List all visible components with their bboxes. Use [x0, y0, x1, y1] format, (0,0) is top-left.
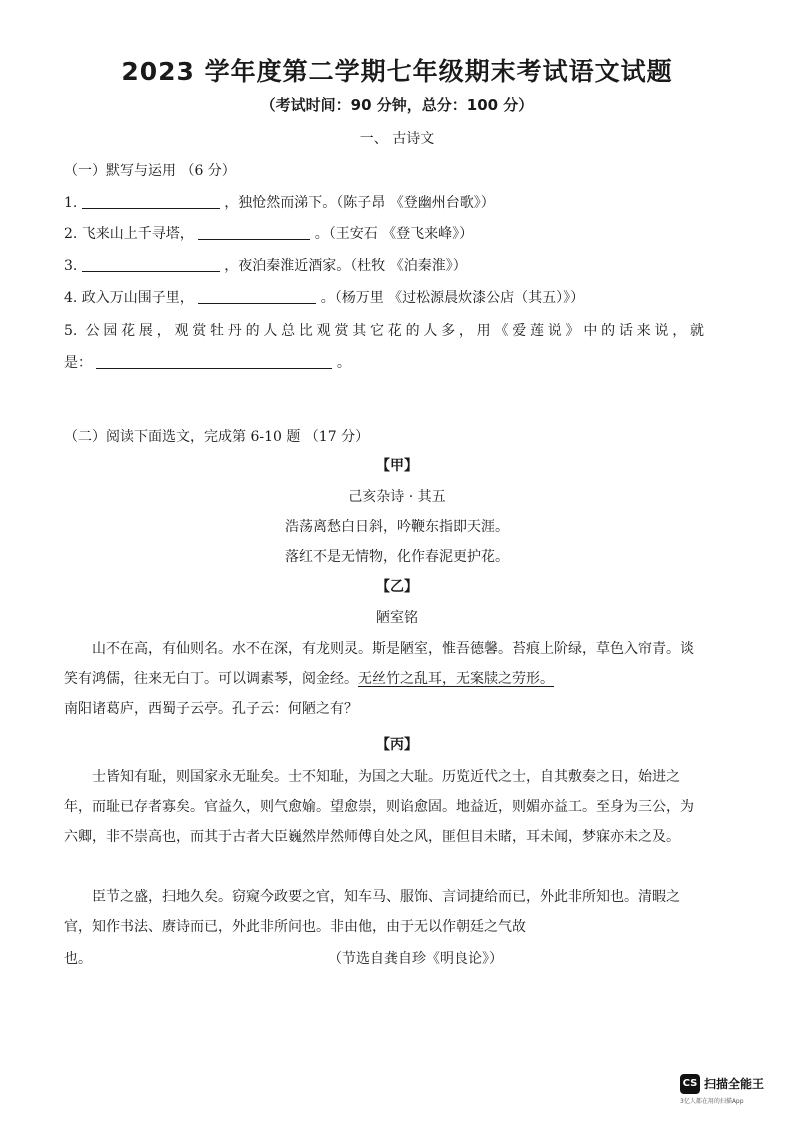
- bing-paragraph-2: 臣节之盛，扫地久矣。窃窥今政要之官，知车马、服饰、言词捷给而已，外此非所知也。清暇之官，知作书法、赓诗而已，外此非所问也。非由他，由于无以作朝廷之气故: [64, 889, 680, 935]
- question-5-line1: 5. 公园花展，观赏牡丹的人总比观赏其它花的人多，用《爱莲说》中的话来说，就: [64, 323, 704, 339]
- q1-text: ，独怆然而涕下。（陈子昂 《登幽州台歌》）: [224, 195, 495, 211]
- scanner-tagline: 3亿人都在用的扫描App: [680, 1098, 744, 1105]
- q2-text-after: 。（王安石 《登飞来峰》）: [314, 226, 474, 242]
- q1-number: 1.: [64, 195, 78, 211]
- q2-text-before: 2. 飞来山上千寻塔，: [64, 226, 194, 242]
- bing-paragraph-1: 士皆知有耻，则国家永无耻矣。士不知耻，为国之大耻。历览近代之士，自其敷奏之日，始进之年，而耻已存者寡矣。官益久，则气愈媮。望愈崇，则谄愈固。地益近，则媚亦益工。至身为三公，为六卿，非不崇高也，而其于古者大臣巍然岸然师傅自处之风，匪但目未睹，耳未闻，梦寐亦未之及。: [64, 769, 694, 845]
- part1-heading: （一）默写与运用 （6 分）: [64, 163, 236, 179]
- part2-heading: （二）阅读下面选文，完成第 6-10 题 （17 分）: [64, 429, 370, 445]
- q4-text-after: 。（杨万里 《过松源晨炊漆公店（其五）》）: [320, 290, 585, 306]
- scanner-logo-icon: CS: [680, 1074, 700, 1094]
- q2-blank[interactable]: [198, 225, 310, 240]
- yi-text-b: 南阳诸葛庐，西蜀子云亭。孔子云：何陋之有？: [64, 701, 358, 717]
- jia-line1: 浩荡离愁白日斜，吟鞭东指即天涯。: [285, 519, 509, 535]
- q5-blank[interactable]: [96, 354, 332, 369]
- jia-label: 【甲】: [376, 458, 418, 474]
- q3-number: 3.: [64, 258, 78, 274]
- q5-text-after: 。: [336, 355, 351, 371]
- yi-title: 陋室铭: [376, 610, 418, 626]
- scanner-watermark: [680, 1074, 780, 1114]
- exam-title: 2023 学年度第二学期七年级期末考试语文试题: [121, 57, 673, 86]
- yi-text-a: 山不在高，有仙则名。水不在深，有龙则灵。斯是陋室，惟吾德馨。苔痕上阶绿，草色入帘青。谈笑有鸿儒，往来无白丁。可以调素琴，阅金经。: [64, 641, 694, 687]
- bing-source: （节选自龚自珍《明良论》）: [328, 951, 503, 967]
- q1-blank[interactable]: [82, 194, 220, 209]
- question-5-line2: [64, 352, 351, 372]
- question-1: [64, 192, 495, 212]
- yi-underlined-sentence: 无丝竹之乱耳，无案牍之劳形。: [358, 671, 554, 687]
- q3-text: ，夜泊秦淮近酒家。（杜牧 《泊秦淮》）: [224, 258, 467, 274]
- question-3: [64, 255, 467, 275]
- question-2: [64, 223, 473, 243]
- yi-label: 【乙】: [376, 579, 418, 595]
- jia-line2: 落红不是无情物，化作春泥更护花。: [285, 549, 509, 565]
- bing-label: 【丙】: [376, 737, 418, 753]
- q3-blank[interactable]: [82, 257, 220, 272]
- q4-blank[interactable]: [198, 289, 316, 304]
- scanner-app-name: 扫描全能王: [704, 1077, 765, 1091]
- q5-text-before: 是：: [64, 355, 92, 371]
- section-heading: 一、 古诗文: [359, 131, 435, 147]
- q4-text-before: 4. 政入万山围子里，: [64, 290, 194, 306]
- exam-subtitle: （考试时间：90 分钟，总分：100 分）: [260, 96, 534, 114]
- jia-title: 己亥杂诗 · 其五: [348, 489, 446, 505]
- question-4: [64, 287, 584, 307]
- bing-paragraph-2-end: 也。: [64, 951, 92, 967]
- yi-passage: [64, 634, 704, 724]
